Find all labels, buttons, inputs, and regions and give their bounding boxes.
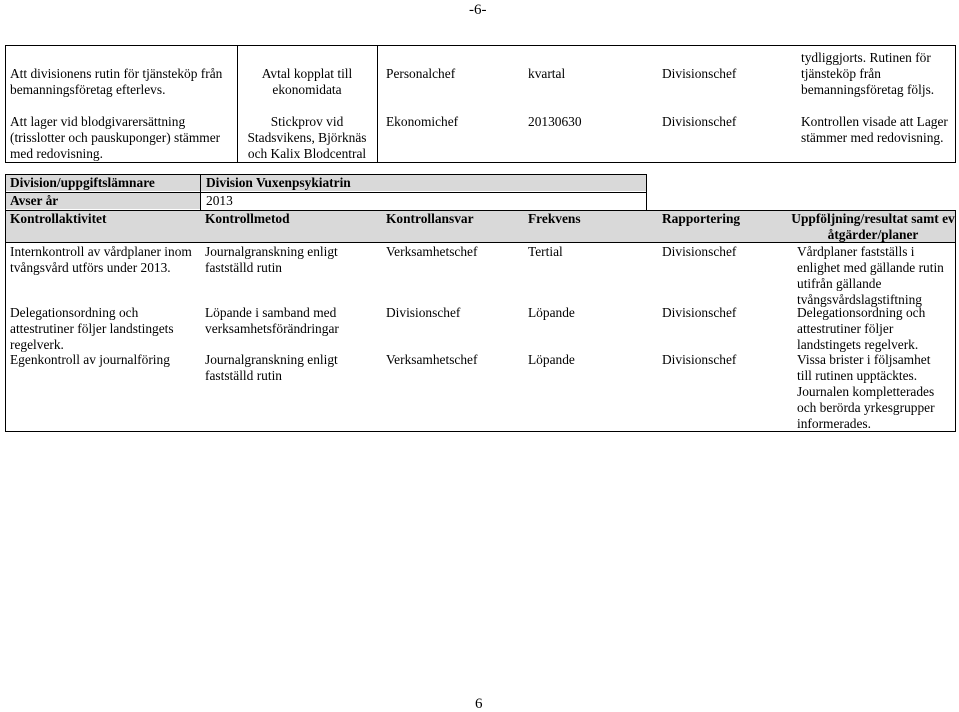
table-row-ansvar: Verksamhetschef <box>386 352 478 367</box>
top-col1-item: Att lager vid blodgivarersättning (trisslotter och pauskuponger) stämmer med redovisning. <box>10 114 221 161</box>
table-row-rapport: Divisionschef <box>662 244 737 259</box>
top-col1-item: Att divisionens rutin för tjänsteköp från bemanningsföretag efterlevs. <box>10 66 223 97</box>
division-value: Division Vuxenpsykiatrin <box>201 175 646 191</box>
table-row-metod: Journalgranskning enligt fastställd rutin <box>205 352 338 383</box>
table-row-result: Delegationsordning och attestrutiner följer landstingets regelverk. <box>797 305 926 352</box>
top-row2-rapport: Divisionschef <box>662 114 737 129</box>
header-kontrollaktivitet: Kontrollaktivitet <box>10 211 107 226</box>
table-row-rapport: Divisionschef <box>662 352 737 367</box>
header-kontrollmetod: Kontrollmetod <box>205 211 290 226</box>
top-row1-ansvar: Personalchef <box>386 66 456 81</box>
top-row1-result: tydliggjorts. Rutinen för tjänsteköp från bemanningsföretag följs. <box>801 50 935 97</box>
table-row-result: Vissa brister i följsamhet till rutinen upptäcktes. Journalen kompletterades och berörda yrkesgrupper informerades. <box>797 352 935 431</box>
table-row-aktivitet: Egenkontroll av journalföring <box>10 352 170 367</box>
table-row-frekvens: Tertial <box>528 244 563 259</box>
page-header: -6- <box>469 2 487 18</box>
top-row2-frekvens: 20130630 <box>528 114 582 129</box>
table-row-aktivitet: Delegationsordning och attestrutiner följer landstingets regelverk. <box>10 305 174 352</box>
table-row-ansvar: Divisionschef <box>386 305 461 320</box>
top-col2-item: Avtal kopplat till ekonomidata <box>261 66 353 97</box>
table-row-result: Vårdplaner fastställs i enlighet med gällande rutin utifrån gällande tvångsvårdslagstiftning <box>797 244 944 307</box>
year-value: 2013 <box>206 193 233 208</box>
table-row-aktivitet: Internkontroll av vårdplaner inom tvångsvård utförs under 2013. <box>10 244 192 275</box>
page-number: 6 <box>475 696 483 712</box>
header-kontrollansvar: Kontrollansvar <box>386 211 474 226</box>
top-row2-ansvar: Ekonomichef <box>386 114 459 129</box>
division-label: Division/uppgiftslämnare <box>6 175 200 191</box>
top-row2-result: Kontrollen visade att Lager stämmer med redovisning. <box>801 114 948 145</box>
table-row-frekvens: Löpande <box>528 352 575 367</box>
top-col2-item: Stickprov vid Stadsvikens, Björknäs och Kalix Blodcentral <box>247 114 367 161</box>
table-row-rapport: Divisionschef <box>662 305 737 320</box>
header-rapportering: Rapportering <box>662 211 741 226</box>
table-row-frekvens: Löpande <box>528 305 575 320</box>
table-row-ansvar: Verksamhetschef <box>386 244 478 259</box>
top-row1-rapport: Divisionschef <box>662 66 737 81</box>
table-row-metod: Journalgranskning enligt fastställd rutin <box>205 244 338 275</box>
table-row-metod: Löpande i samband med verksamhetsförändringar <box>205 305 339 336</box>
year-label: Avser år <box>6 193 200 209</box>
top-row1-frekvens: kvartal <box>528 66 566 81</box>
header-frekvens: Frekvens <box>528 211 581 226</box>
header-uppfoljning: Uppföljning/resultat samt ev åtgärder/planer <box>791 211 955 242</box>
